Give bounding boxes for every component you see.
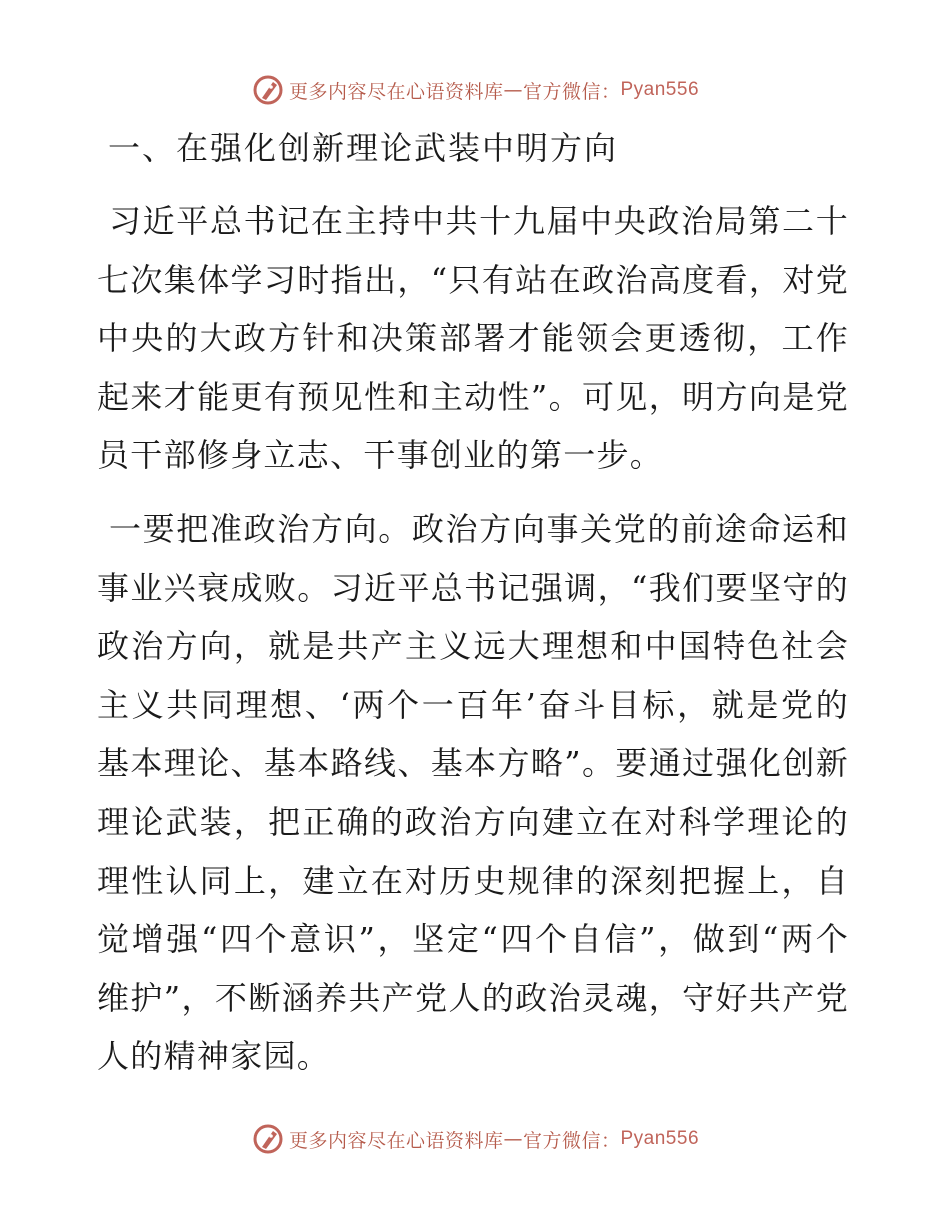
watermark-suffix: 官方微信： (522, 80, 621, 103)
watermark-wechat-id: Pyan556 (620, 79, 700, 100)
watermark-text: 更多内容尽在心语资料库 (288, 80, 504, 103)
footer-watermark (0, 1119, 950, 1159)
paragraph-1: 习近平总书记在主持中共十九届中央政治局第二十七次集体学习时指出，“只有站在政治高度看，对党中央的大政方针和决策部署才能领会更透彻，工作起来才能更有预见性和主动性”。可见，明方向是党员干部修身立志、干事创业的第一步。 (97, 202, 849, 475)
watermark-suffix: 官方微信： (522, 1129, 621, 1152)
paragraph-2: 一要把准政治方向。政治方向事关党的前途命运和事业兴衰成败。习近平总书记强调，“我们要坚守的政治方向，就是共产主义远大理想和中国特色社会主义共同理想、‘两个一百年’奋斗目标，就是党的基本理论、基本路线、基本方略”。要通过强化创新理论武装，把正确的政治方向建立在对科学理论的理性认同上，建立在对历史规律的深刻把握上，自觉增强“四个意识”，坚定“四个自信”，做到“两个维护”，不断涵养共产党人的政治灵魂，守好共产党人的精神家园。 (97, 510, 849, 1076)
pen-nib-logo-icon (251, 1122, 285, 1156)
watermark-separator: — (503, 1128, 523, 1150)
watermark-wechat-id: Pyan556 (620, 1128, 700, 1149)
watermark-text: 更多内容尽在心语资料库 (288, 1129, 504, 1152)
pen-nib-logo-icon (251, 73, 285, 107)
section-heading: 一、在强化创新理论武装中明方向 (108, 129, 619, 167)
header-watermark (0, 70, 950, 110)
watermark-separator: — (503, 79, 523, 101)
